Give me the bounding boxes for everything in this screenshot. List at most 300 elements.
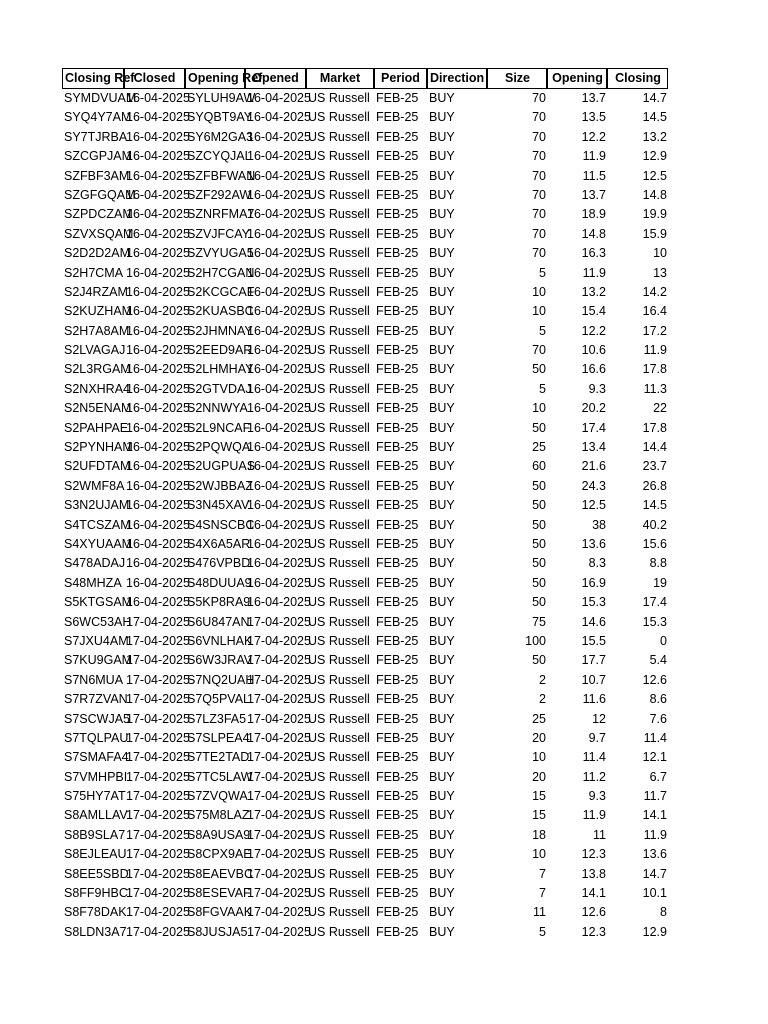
cell-opening-ref[interactable]: S7LZ3FA5 bbox=[187, 711, 247, 726]
cell-opening-ref[interactable]: S7ZVQWA bbox=[187, 789, 248, 804]
cell-size[interactable]: 70 bbox=[532, 207, 546, 222]
cell-closing[interactable]: 16.4 bbox=[642, 304, 667, 319]
cell-direction[interactable]: BUY bbox=[429, 459, 455, 474]
cell-closed[interactable]: 16-04-2025 bbox=[126, 343, 190, 358]
cell-market[interactable]: US Russell bbox=[308, 129, 370, 144]
cell-opening[interactable]: 15.4 bbox=[581, 304, 606, 319]
cell-closed[interactable]: 17-04-2025 bbox=[126, 633, 190, 648]
cell-market[interactable]: US Russell bbox=[308, 91, 370, 105]
cell-closing-ref[interactable]: S2D2D2AM bbox=[64, 246, 130, 261]
cell-closed[interactable]: 16-04-2025 bbox=[126, 284, 190, 299]
cell-closed[interactable]: 16-04-2025 bbox=[126, 207, 190, 222]
cell-closing[interactable]: 11.7 bbox=[643, 789, 667, 804]
cell-opened[interactable]: 16-04-2025 bbox=[247, 595, 311, 610]
cell-closed[interactable]: 16-04-2025 bbox=[126, 246, 190, 261]
cell-closed[interactable]: 17-04-2025 bbox=[126, 905, 190, 920]
cell-size[interactable]: 2 bbox=[539, 672, 546, 687]
cell-closed[interactable]: 16-04-2025 bbox=[126, 381, 190, 396]
cell-market[interactable]: US Russell bbox=[308, 692, 370, 707]
cell-opened[interactable]: 17-04-2025 bbox=[247, 905, 311, 920]
cell-closing-ref[interactable]: SYQ4Y7AM bbox=[64, 110, 132, 125]
cell-closing[interactable]: 13.2 bbox=[642, 129, 667, 144]
cell-market[interactable]: US Russell bbox=[308, 866, 370, 881]
cell-direction[interactable]: BUY bbox=[429, 149, 455, 164]
cell-market[interactable]: US Russell bbox=[308, 246, 370, 261]
cell-market[interactable]: US Russell bbox=[308, 304, 370, 319]
cell-closing-ref[interactable]: S2NXHRA4 bbox=[64, 381, 130, 396]
cell-market[interactable]: US Russell bbox=[308, 381, 370, 396]
cell-opening-ref[interactable]: S6U847AN bbox=[187, 614, 250, 629]
cell-closed[interactable]: 17-04-2025 bbox=[126, 847, 190, 862]
header-market[interactable]: Market bbox=[306, 68, 374, 89]
cell-period[interactable]: FEB-25 bbox=[376, 633, 419, 648]
cell-closed[interactable]: 16-04-2025 bbox=[126, 536, 190, 551]
cell-size[interactable]: 50 bbox=[532, 556, 546, 571]
cell-size[interactable]: 11 bbox=[533, 905, 546, 920]
cell-closed[interactable]: 17-04-2025 bbox=[126, 808, 190, 823]
cell-direction[interactable]: BUY bbox=[429, 381, 455, 396]
cell-closing[interactable]: 12.9 bbox=[642, 149, 667, 164]
cell-opening-ref[interactable]: S5KP8RA9 bbox=[187, 595, 251, 610]
cell-size[interactable]: 70 bbox=[532, 226, 546, 241]
cell-opening[interactable]: 16.3 bbox=[581, 246, 606, 261]
cell-closed[interactable]: 17-04-2025 bbox=[126, 924, 190, 939]
cell-closing-ref[interactable]: S8FF9HBC bbox=[64, 886, 128, 901]
cell-size[interactable]: 7 bbox=[539, 886, 546, 901]
cell-period[interactable]: FEB-25 bbox=[376, 866, 419, 881]
header-closed[interactable]: Closed bbox=[124, 68, 185, 89]
cell-closing-ref[interactable]: SZVXSQAM bbox=[64, 226, 134, 241]
cell-closing[interactable]: 15.6 bbox=[642, 536, 667, 551]
cell-closing-ref[interactable]: S2WMF8A bbox=[64, 478, 125, 493]
cell-size[interactable]: 50 bbox=[532, 362, 546, 377]
cell-closing[interactable]: 17.2 bbox=[642, 323, 667, 338]
cell-opening[interactable]: 14.6 bbox=[581, 614, 606, 629]
cell-period[interactable]: FEB-25 bbox=[376, 459, 419, 474]
cell-closed[interactable]: 16-04-2025 bbox=[126, 168, 190, 183]
cell-opened[interactable]: 16-04-2025 bbox=[247, 91, 311, 105]
cell-closing-ref[interactable]: S2N5ENAM bbox=[64, 401, 132, 416]
cell-opening-ref[interactable]: S3N45XAV bbox=[187, 498, 250, 513]
cell-opened[interactable]: 16-04-2025 bbox=[247, 401, 311, 416]
cell-period[interactable]: FEB-25 bbox=[376, 246, 419, 261]
cell-closing-ref[interactable]: S4TCSZAM bbox=[64, 517, 131, 532]
cell-opened[interactable]: 17-04-2025 bbox=[247, 614, 311, 629]
cell-closing[interactable]: 6.7 bbox=[649, 769, 667, 784]
cell-closing[interactable]: 14.5 bbox=[642, 498, 667, 513]
cell-period[interactable]: FEB-25 bbox=[376, 149, 419, 164]
cell-size[interactable]: 60 bbox=[532, 459, 546, 474]
cell-closing-ref[interactable]: S2L3RGAM bbox=[64, 362, 131, 377]
cell-opened[interactable]: 16-04-2025 bbox=[247, 304, 311, 319]
cell-opening-ref[interactable]: S2JHMNAY bbox=[187, 323, 253, 338]
cell-direction[interactable]: BUY bbox=[429, 614, 455, 629]
cell-size[interactable]: 70 bbox=[532, 110, 546, 125]
cell-opening[interactable]: 11.9 bbox=[582, 149, 606, 164]
cell-closed[interactable]: 16-04-2025 bbox=[126, 91, 190, 105]
cell-period[interactable]: FEB-25 bbox=[376, 110, 419, 125]
cell-opened[interactable]: 17-04-2025 bbox=[247, 886, 311, 901]
cell-direction[interactable]: BUY bbox=[429, 284, 455, 299]
cell-period[interactable]: FEB-25 bbox=[376, 556, 419, 571]
cell-period[interactable]: FEB-25 bbox=[376, 401, 419, 416]
cell-opening[interactable]: 15.5 bbox=[581, 633, 606, 648]
cell-closed[interactable]: 16-04-2025 bbox=[126, 498, 190, 513]
cell-direction[interactable]: BUY bbox=[429, 847, 455, 862]
cell-period[interactable]: FEB-25 bbox=[376, 168, 419, 183]
cell-size[interactable]: 5 bbox=[539, 265, 546, 280]
cell-opening-ref[interactable]: SYQBT9AY bbox=[187, 110, 253, 125]
cell-market[interactable]: US Russell bbox=[308, 362, 370, 377]
cell-period[interactable]: FEB-25 bbox=[376, 129, 419, 144]
cell-opening-ref[interactable]: S7TE2TAD bbox=[187, 750, 250, 765]
cell-opening-ref[interactable]: S6VNLHAK bbox=[187, 633, 253, 648]
cell-market[interactable]: US Russell bbox=[308, 440, 370, 455]
cell-opened[interactable]: 17-04-2025 bbox=[247, 827, 311, 842]
cell-size[interactable]: 10 bbox=[532, 401, 546, 416]
cell-direction[interactable]: BUY bbox=[429, 750, 455, 765]
cell-opened[interactable]: 17-04-2025 bbox=[247, 750, 311, 765]
cell-closing-ref[interactable]: S2UFDTAM bbox=[64, 459, 131, 474]
cell-direction[interactable]: BUY bbox=[429, 808, 455, 823]
cell-opening-ref[interactable]: SZFBFWAN bbox=[187, 168, 256, 183]
cell-opened[interactable]: 17-04-2025 bbox=[247, 866, 311, 881]
cell-period[interactable]: FEB-25 bbox=[376, 692, 419, 707]
cell-closed[interactable]: 16-04-2025 bbox=[126, 478, 190, 493]
cell-opened[interactable]: 17-04-2025 bbox=[247, 769, 311, 784]
cell-opening[interactable]: 18.9 bbox=[581, 207, 606, 222]
cell-size[interactable]: 70 bbox=[532, 187, 546, 202]
cell-direction[interactable]: BUY bbox=[429, 556, 455, 571]
cell-market[interactable]: US Russell bbox=[308, 207, 370, 222]
cell-opening[interactable]: 11.5 bbox=[582, 168, 606, 183]
cell-closing[interactable]: 12.6 bbox=[642, 672, 667, 687]
cell-opened[interactable]: 16-04-2025 bbox=[247, 440, 311, 455]
cell-opened[interactable]: 17-04-2025 bbox=[247, 653, 311, 668]
cell-opened[interactable]: 16-04-2025 bbox=[247, 110, 311, 125]
cell-opened[interactable]: 17-04-2025 bbox=[247, 847, 311, 862]
cell-closed[interactable]: 16-04-2025 bbox=[126, 265, 190, 280]
cell-period[interactable]: FEB-25 bbox=[376, 478, 419, 493]
cell-closing-ref[interactable]: S2J4RZAM bbox=[64, 284, 128, 299]
cell-opened[interactable]: 16-04-2025 bbox=[247, 459, 311, 474]
cell-market[interactable]: US Russell bbox=[308, 672, 370, 687]
cell-market[interactable]: US Russell bbox=[308, 653, 370, 668]
cell-closing[interactable]: 14.8 bbox=[642, 187, 667, 202]
cell-market[interactable]: US Russell bbox=[308, 478, 370, 493]
cell-direction[interactable]: BUY bbox=[429, 187, 455, 202]
cell-market[interactable]: US Russell bbox=[308, 323, 370, 338]
cell-closed[interactable]: 16-04-2025 bbox=[126, 420, 190, 435]
cell-period[interactable]: FEB-25 bbox=[376, 517, 419, 532]
cell-opening-ref[interactable]: S7TC5LAW bbox=[187, 769, 253, 784]
cell-closed[interactable]: 16-04-2025 bbox=[126, 595, 190, 610]
cell-direction[interactable]: BUY bbox=[429, 343, 455, 358]
cell-closed[interactable]: 16-04-2025 bbox=[126, 517, 190, 532]
cell-period[interactable]: FEB-25 bbox=[376, 91, 419, 105]
cell-opening[interactable]: 14.8 bbox=[581, 226, 606, 241]
cell-closing[interactable]: 11.9 bbox=[643, 827, 667, 842]
cell-period[interactable]: FEB-25 bbox=[376, 789, 419, 804]
cell-opening[interactable]: 38 bbox=[592, 517, 606, 532]
cell-opening[interactable]: 12.6 bbox=[581, 905, 606, 920]
cell-size[interactable]: 25 bbox=[532, 711, 546, 726]
cell-period[interactable]: FEB-25 bbox=[376, 420, 419, 435]
cell-closing[interactable]: 14.7 bbox=[642, 91, 667, 105]
cell-period[interactable]: FEB-25 bbox=[376, 226, 419, 241]
cell-market[interactable]: US Russell bbox=[308, 149, 370, 164]
cell-opening[interactable]: 11.9 bbox=[582, 808, 606, 823]
cell-opening[interactable]: 17.7 bbox=[581, 653, 606, 668]
cell-size[interactable]: 75 bbox=[532, 614, 546, 629]
cell-closed[interactable]: 17-04-2025 bbox=[126, 614, 190, 629]
cell-closing[interactable]: 15.9 bbox=[642, 226, 667, 241]
header-direction[interactable]: Direction bbox=[427, 68, 487, 89]
cell-opening[interactable]: 9.3 bbox=[588, 789, 606, 804]
cell-opening-ref[interactable]: SZNRFMA7 bbox=[187, 207, 255, 222]
cell-direction[interactable]: BUY bbox=[429, 886, 455, 901]
cell-opening-ref[interactable]: S2WJBBAZ bbox=[187, 478, 253, 493]
cell-closing[interactable]: 8.6 bbox=[649, 692, 667, 707]
cell-period[interactable]: FEB-25 bbox=[376, 284, 419, 299]
cell-opening[interactable]: 11.2 bbox=[582, 769, 606, 784]
cell-direction[interactable]: BUY bbox=[429, 711, 455, 726]
cell-market[interactable]: US Russell bbox=[308, 498, 370, 513]
cell-opening[interactable]: 13.5 bbox=[581, 110, 606, 125]
cell-closing[interactable]: 19 bbox=[653, 575, 667, 590]
cell-period[interactable]: FEB-25 bbox=[376, 730, 419, 745]
cell-closed[interactable]: 16-04-2025 bbox=[126, 110, 190, 125]
cell-opened[interactable]: 17-04-2025 bbox=[247, 808, 311, 823]
cell-closing-ref[interactable]: S7VMHPBI bbox=[64, 769, 128, 784]
cell-closed[interactable]: 17-04-2025 bbox=[126, 711, 190, 726]
cell-market[interactable]: US Russell bbox=[308, 769, 370, 784]
cell-market[interactable]: US Russell bbox=[308, 614, 370, 629]
cell-size[interactable]: 5 bbox=[539, 323, 546, 338]
cell-direction[interactable]: BUY bbox=[429, 536, 455, 551]
cell-size[interactable]: 7 bbox=[539, 866, 546, 881]
cell-period[interactable]: FEB-25 bbox=[376, 827, 419, 842]
cell-closing[interactable]: 14.1 bbox=[642, 808, 667, 823]
cell-closing-ref[interactable]: S8EJLEAU bbox=[64, 847, 127, 862]
cell-opening-ref[interactable]: S2UGPUAS bbox=[187, 459, 256, 474]
cell-closing-ref[interactable]: S75HY7AT bbox=[64, 789, 126, 804]
cell-closing[interactable]: 26.8 bbox=[642, 478, 667, 493]
cell-opening[interactable]: 9.7 bbox=[588, 730, 606, 745]
cell-opened[interactable]: 16-04-2025 bbox=[247, 420, 311, 435]
cell-opened[interactable]: 16-04-2025 bbox=[247, 265, 311, 280]
cell-closing[interactable]: 7.6 bbox=[649, 711, 667, 726]
cell-direction[interactable]: BUY bbox=[429, 498, 455, 513]
cell-direction[interactable]: BUY bbox=[429, 304, 455, 319]
header-period[interactable]: Period bbox=[374, 68, 427, 89]
cell-closing[interactable]: 10.1 bbox=[642, 886, 667, 901]
cell-opened[interactable]: 16-04-2025 bbox=[247, 381, 311, 396]
cell-opening-ref[interactable]: S4X6A5AR bbox=[187, 536, 251, 551]
cell-closing-ref[interactable]: S7TQLPAU bbox=[64, 730, 129, 745]
cell-opened[interactable]: 16-04-2025 bbox=[247, 284, 311, 299]
cell-opening-ref[interactable]: S48DUUA9 bbox=[187, 575, 252, 590]
cell-opening-ref[interactable]: S2H7CGAN bbox=[187, 265, 255, 280]
cell-closing-ref[interactable]: S7JXU4AM bbox=[64, 633, 129, 648]
cell-opening[interactable]: 21.6 bbox=[581, 459, 606, 474]
cell-market[interactable]: US Russell bbox=[308, 556, 370, 571]
cell-opening-ref[interactable]: S7Q5PVAL bbox=[187, 692, 251, 707]
header-opening-ref[interactable]: Opening Ref bbox=[185, 68, 245, 89]
cell-market[interactable]: US Russell bbox=[308, 517, 370, 532]
cell-size[interactable]: 50 bbox=[532, 653, 546, 668]
cell-closed[interactable]: 17-04-2025 bbox=[126, 672, 190, 687]
cell-opening-ref[interactable]: SYLUH9AW bbox=[187, 91, 256, 105]
cell-size[interactable]: 70 bbox=[532, 168, 546, 183]
cell-closed[interactable]: 16-04-2025 bbox=[126, 401, 190, 416]
cell-closing-ref[interactable]: S2H7A8AM bbox=[64, 323, 130, 338]
header-closing-ref[interactable]: Closing Ref bbox=[62, 68, 124, 89]
cell-opening-ref[interactable]: S2KUASBC bbox=[187, 304, 254, 319]
cell-opened[interactable]: 16-04-2025 bbox=[247, 207, 311, 222]
cell-opened[interactable]: 16-04-2025 bbox=[247, 517, 311, 532]
cell-closing-ref[interactable]: S2PYNHAM bbox=[64, 440, 133, 455]
cell-closing[interactable]: 22 bbox=[653, 401, 667, 416]
cell-closed[interactable]: 16-04-2025 bbox=[126, 575, 190, 590]
cell-opened[interactable]: 17-04-2025 bbox=[247, 692, 311, 707]
cell-opening-ref[interactable]: SZCYQJAL bbox=[187, 149, 252, 164]
cell-closing[interactable]: 11.9 bbox=[643, 343, 667, 358]
cell-closed[interactable]: 17-04-2025 bbox=[126, 750, 190, 765]
cell-opening[interactable]: 9.3 bbox=[588, 381, 606, 396]
cell-market[interactable]: US Russell bbox=[308, 808, 370, 823]
cell-period[interactable]: FEB-25 bbox=[376, 905, 419, 920]
cell-direction[interactable]: BUY bbox=[429, 789, 455, 804]
cell-closed[interactable]: 16-04-2025 bbox=[126, 440, 190, 455]
cell-closing[interactable]: 17.8 bbox=[642, 362, 667, 377]
cell-closed[interactable]: 17-04-2025 bbox=[126, 653, 190, 668]
cell-period[interactable]: FEB-25 bbox=[376, 808, 419, 823]
cell-closing[interactable]: 0 bbox=[660, 633, 667, 648]
cell-closing-ref[interactable]: S8AMLLAV bbox=[64, 808, 128, 823]
cell-size[interactable]: 15 bbox=[532, 808, 546, 823]
cell-size[interactable]: 50 bbox=[532, 517, 546, 532]
cell-closing-ref[interactable]: S2LVAGAJ bbox=[64, 343, 126, 358]
cell-opening[interactable]: 10.7 bbox=[581, 672, 606, 687]
cell-period[interactable]: FEB-25 bbox=[376, 575, 419, 590]
cell-direction[interactable]: BUY bbox=[429, 769, 455, 784]
cell-market[interactable]: US Russell bbox=[308, 459, 370, 474]
cell-opened[interactable]: 16-04-2025 bbox=[247, 478, 311, 493]
cell-market[interactable]: US Russell bbox=[308, 401, 370, 416]
cell-closing-ref[interactable]: S8B9SLA7 bbox=[64, 827, 126, 842]
cell-opening[interactable]: 8.3 bbox=[588, 556, 606, 571]
cell-opening-ref[interactable]: S2L9NCAF bbox=[187, 420, 251, 435]
cell-market[interactable]: US Russell bbox=[308, 168, 370, 183]
cell-closing-ref[interactable]: S478ADAJ bbox=[64, 556, 126, 571]
cell-market[interactable]: US Russell bbox=[308, 187, 370, 202]
cell-closing[interactable]: 12.5 bbox=[642, 168, 667, 183]
cell-size[interactable]: 50 bbox=[532, 536, 546, 551]
cell-size[interactable]: 5 bbox=[539, 381, 546, 396]
cell-direction[interactable]: BUY bbox=[429, 575, 455, 590]
cell-opening[interactable]: 11.6 bbox=[582, 692, 606, 707]
cell-period[interactable]: FEB-25 bbox=[376, 711, 419, 726]
cell-closing-ref[interactable]: SZCGPJAM bbox=[64, 149, 133, 164]
cell-market[interactable]: US Russell bbox=[308, 265, 370, 280]
cell-opening-ref[interactable]: SY6M2GA3 bbox=[187, 129, 254, 144]
cell-closing[interactable]: 13 bbox=[653, 265, 667, 280]
cell-closed[interactable]: 16-04-2025 bbox=[126, 459, 190, 474]
cell-market[interactable]: US Russell bbox=[308, 789, 370, 804]
cell-closed[interactable]: 16-04-2025 bbox=[126, 556, 190, 571]
cell-opened[interactable]: 16-04-2025 bbox=[247, 246, 311, 261]
cell-direction[interactable]: BUY bbox=[429, 226, 455, 241]
cell-closing-ref[interactable]: S3N2UJAM bbox=[64, 498, 130, 513]
cell-opened[interactable]: 16-04-2025 bbox=[247, 168, 311, 183]
cell-size[interactable]: 20 bbox=[532, 769, 546, 784]
cell-opening[interactable]: 13.7 bbox=[581, 91, 606, 105]
cell-size[interactable]: 15 bbox=[532, 789, 546, 804]
cell-market[interactable]: US Russell bbox=[308, 924, 370, 939]
cell-opened[interactable]: 17-04-2025 bbox=[247, 730, 311, 745]
cell-direction[interactable]: BUY bbox=[429, 246, 455, 261]
cell-opening[interactable]: 16.6 bbox=[581, 362, 606, 377]
cell-size[interactable]: 70 bbox=[532, 129, 546, 144]
cell-direction[interactable]: BUY bbox=[429, 924, 455, 939]
cell-closing-ref[interactable]: SZGFGQAM bbox=[64, 187, 136, 202]
cell-size[interactable]: 50 bbox=[532, 478, 546, 493]
cell-closing[interactable]: 14.7 bbox=[642, 866, 667, 881]
cell-size[interactable]: 25 bbox=[532, 440, 546, 455]
cell-direction[interactable]: BUY bbox=[429, 440, 455, 455]
cell-market[interactable]: US Russell bbox=[308, 226, 370, 241]
cell-closing-ref[interactable]: SZPDCZAM bbox=[64, 207, 133, 222]
cell-size[interactable]: 100 bbox=[525, 633, 546, 648]
cell-closing[interactable]: 10 bbox=[653, 246, 667, 261]
cell-opening-ref[interactable]: S2EED9AR bbox=[187, 343, 253, 358]
cell-opened[interactable]: 17-04-2025 bbox=[247, 633, 311, 648]
cell-opened[interactable]: 16-04-2025 bbox=[247, 187, 311, 202]
cell-opening[interactable]: 12.2 bbox=[581, 323, 606, 338]
cell-opening-ref[interactable]: S476VPBD bbox=[187, 556, 251, 571]
cell-direction[interactable]: BUY bbox=[429, 827, 455, 842]
cell-opening[interactable]: 13.2 bbox=[581, 284, 606, 299]
cell-period[interactable]: FEB-25 bbox=[376, 924, 419, 939]
cell-closed[interactable]: 17-04-2025 bbox=[126, 866, 190, 881]
cell-size[interactable]: 50 bbox=[532, 420, 546, 435]
cell-period[interactable]: FEB-25 bbox=[376, 265, 419, 280]
cell-opened[interactable]: 16-04-2025 bbox=[247, 575, 311, 590]
cell-period[interactable]: FEB-25 bbox=[376, 653, 419, 668]
cell-size[interactable]: 70 bbox=[532, 246, 546, 261]
cell-closed[interactable]: 17-04-2025 bbox=[126, 692, 190, 707]
cell-size[interactable]: 70 bbox=[532, 91, 546, 105]
cell-size[interactable]: 70 bbox=[532, 343, 546, 358]
cell-opened[interactable]: 16-04-2025 bbox=[247, 556, 311, 571]
cell-period[interactable]: FEB-25 bbox=[376, 381, 419, 396]
cell-direction[interactable]: BUY bbox=[429, 866, 455, 881]
cell-opening[interactable]: 20.2 bbox=[581, 401, 606, 416]
cell-opening[interactable]: 11.9 bbox=[582, 265, 606, 280]
cell-market[interactable]: US Russell bbox=[308, 284, 370, 299]
cell-closing-ref[interactable]: S2KUZHAM bbox=[64, 304, 133, 319]
cell-closed[interactable]: 16-04-2025 bbox=[126, 304, 190, 319]
cell-market[interactable]: US Russell bbox=[308, 750, 370, 765]
cell-size[interactable]: 70 bbox=[532, 149, 546, 164]
cell-closed[interactable]: 16-04-2025 bbox=[126, 129, 190, 144]
cell-closing-ref[interactable]: S6WC53AH bbox=[64, 614, 132, 629]
cell-market[interactable]: US Russell bbox=[308, 711, 370, 726]
cell-market[interactable]: US Russell bbox=[308, 420, 370, 435]
cell-opened[interactable]: 17-04-2025 bbox=[247, 711, 311, 726]
cell-size[interactable]: 10 bbox=[532, 847, 546, 862]
